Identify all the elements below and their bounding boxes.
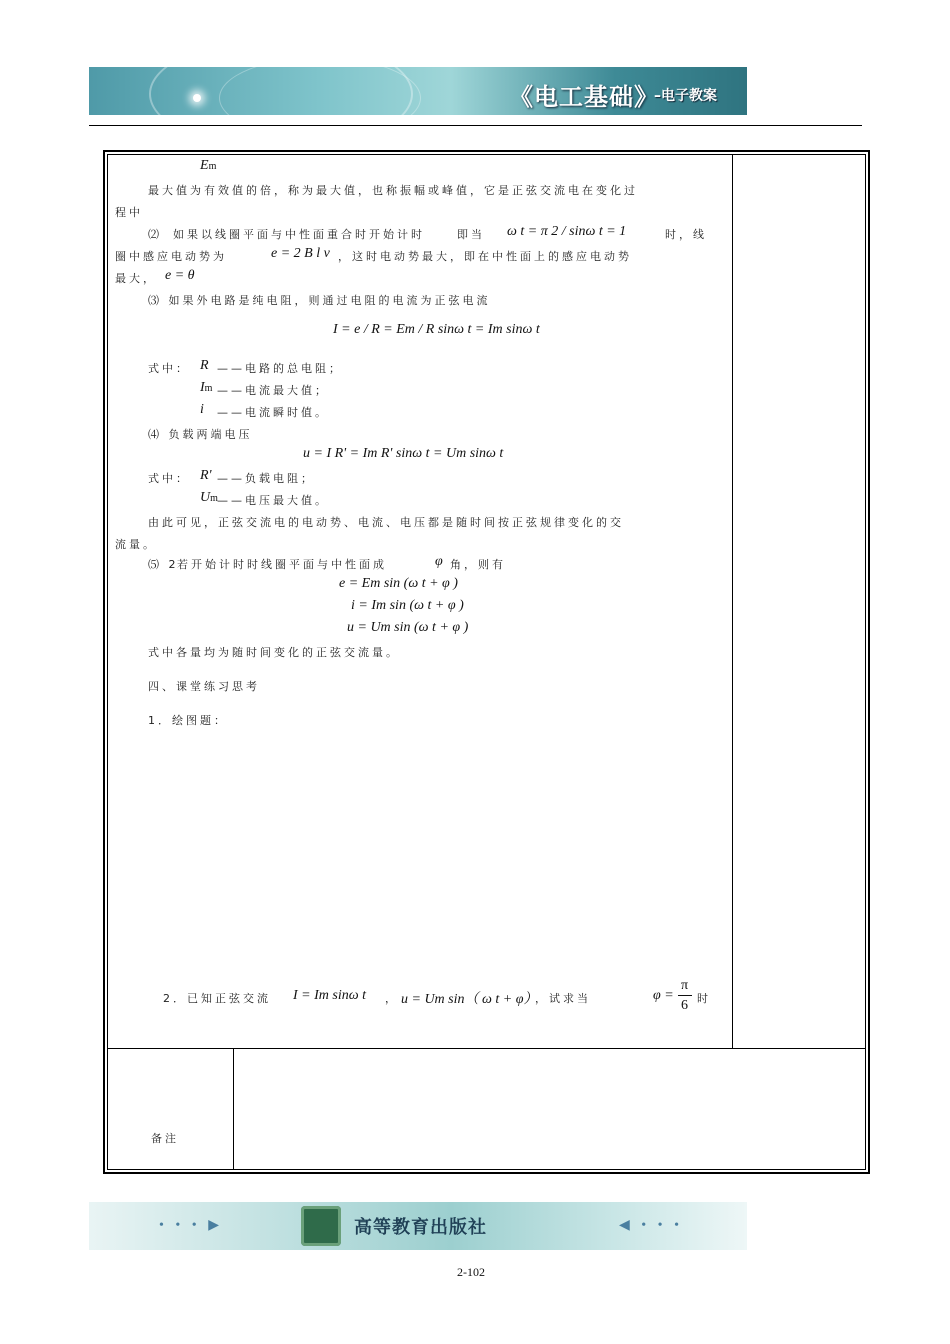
footer-banner [89, 1202, 747, 1250]
arrow-left-icon: ◀ • • • [619, 1218, 683, 1233]
paragraph: 时，线 [665, 228, 707, 241]
paragraph: 由此可见，正弦交流电的电动势、电流、电压都是随时间按正弦规律变化的交 [148, 516, 624, 529]
paragraph: 时 [697, 992, 711, 1005]
paragraph: ，试求当 [535, 992, 591, 1005]
lesson-table [103, 150, 870, 1174]
symbol: R [200, 358, 209, 373]
notes-label: 备注 [151, 1132, 179, 1145]
label: 式中： [148, 472, 190, 485]
paragraph: 角，则有 [450, 558, 506, 571]
banner-decoration [219, 67, 421, 115]
symbol: E [200, 158, 209, 173]
paragraph: 式中各量均为随时间变化的正弦交流量。 [148, 646, 400, 659]
formula: u = Um sin（ ω t + φ） [401, 992, 538, 1007]
symbol: i [200, 402, 204, 417]
subscript: m [210, 493, 218, 504]
definition: ——电路的总电阻； [217, 362, 343, 375]
paragraph: 最大， [115, 272, 157, 285]
paragraph: 若开始计时时线圈平面与中性面成 [177, 558, 387, 571]
publisher-logo [301, 1206, 341, 1246]
publisher-name: 高等教育出版社 [354, 1217, 487, 1238]
book-subtitle: –电子教案 [654, 88, 717, 104]
paragraph: ⑷ 负载两端电压 [148, 428, 253, 441]
exercise-1: 1．绘图题： [148, 714, 228, 727]
equation: e = Em sin (ω t + φ ) [339, 576, 458, 591]
symbol: φ [435, 554, 443, 569]
definition: ——电压最大值。 [217, 494, 329, 507]
paragraph: 流量。 [115, 538, 157, 551]
paragraph: 圈中感应电动势为 [115, 250, 227, 263]
formula: e = θ [165, 268, 195, 283]
symbol: I [200, 380, 205, 395]
fraction-bar [678, 995, 692, 996]
equation: u = I R' = Im R' sinω t = Um sinω t [303, 446, 504, 461]
formula: φ = [653, 988, 674, 1003]
label: 式中： [148, 362, 190, 375]
fraction-numerator: π [681, 978, 689, 993]
header-banner [89, 67, 747, 115]
paragraph: 程中 [115, 206, 143, 219]
section-heading: 四、课堂练习思考 [148, 680, 260, 693]
symbol: R' [200, 468, 212, 483]
subscript: m [204, 383, 213, 394]
banner-glow [193, 94, 201, 102]
exercise-2: 2．已知正弦交流 [163, 992, 271, 1005]
paragraph: 如果以线圈平面与中性面重合时开始计时 [173, 228, 425, 241]
header-rule [89, 125, 862, 126]
book-title: 《电工基础》 [509, 83, 659, 111]
formula: e = 2 B l v [271, 246, 330, 261]
table-divider [233, 1048, 234, 1170]
arrow-right-icon: • • • ▶ [159, 1218, 223, 1233]
page-number: 2-102 [457, 1265, 485, 1279]
paragraph-marker: ⑸ 2 [148, 558, 179, 571]
table-divider [107, 1048, 866, 1049]
definition: ——负载电阻； [217, 472, 315, 485]
symbol: U [200, 490, 211, 505]
paragraph-marker: ⑵ [148, 228, 162, 241]
fraction-denominator: 6 [681, 998, 688, 1013]
table-divider [732, 154, 733, 1048]
subscript: m [208, 161, 217, 172]
separator: ， [385, 992, 399, 1005]
formula: I = Im sinω t [293, 988, 366, 1003]
definition: ——电流最大值； [217, 384, 329, 397]
equation: u = Um sin (ω t + φ ) [347, 620, 469, 635]
paragraph: 即当 [457, 228, 485, 241]
formula: ω t = π 2 / sinω t = 1 [507, 224, 627, 239]
paragraph: 最大值为有效值的倍，称为最大值，也称振幅或峰值，它是正弦交流电在变化过 [148, 184, 638, 197]
equation: I = e / R = Em / R sinω t = Im sinω t [333, 322, 540, 337]
paragraph: ⑶ 如果外电路是纯电阻，则通过电阻的电流为正弦电流 [148, 294, 491, 307]
definition: ——电流瞬时值。 [217, 406, 329, 419]
paragraph: ，这时电动势最大，即在中性面上的感应电动势 [338, 250, 632, 263]
equation: i = Im sin (ω t + φ ) [351, 598, 464, 613]
